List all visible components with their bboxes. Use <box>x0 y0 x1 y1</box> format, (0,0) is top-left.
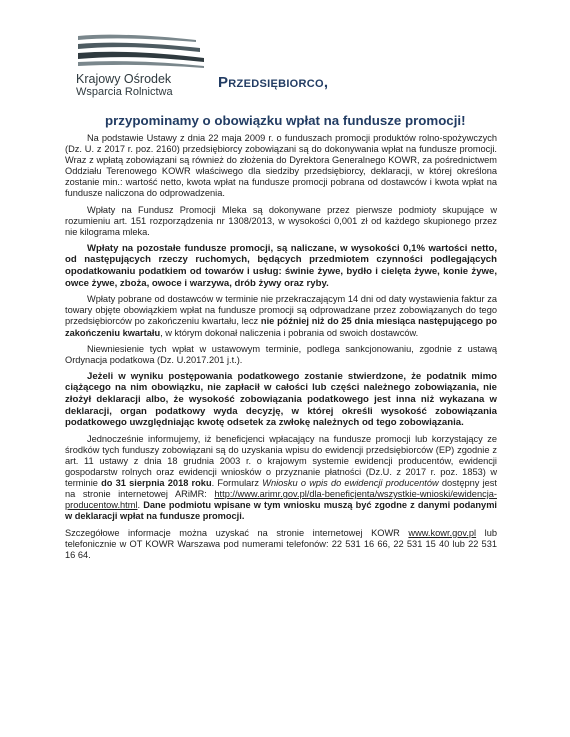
deadline-text-c: , w którym dokonał naliczenia i pobrania od swoich dostawców. <box>160 327 419 338</box>
registration-text-c: . Formularz <box>211 478 263 489</box>
registration-text-a: Jednocześnie informujemy, iż beneficjenci wpłacający na fundusze promocji lub korzystający ze środków tych funduszy zobowiązani są do uzyskania wpisu do ewidencji przedsiębiorców (EP) zgodnie z art. 11 ustawy z dnia 18 grudnia 2003 r. o krajowym systemie ewidencji producentów, ewidencji gospodarstw rolnych oraz ewidencji wniosków o przyznanie płatności (Dz.U. z 2017 r. poz. 1853) w terminie <box>65 433 497 489</box>
registration-form-name: Wniosku o wpis do ewidencji producentów <box>262 478 439 489</box>
registration-note: Dane podmiotu wpisane w tym wniosku muszą być zgodne z danymi podanymi w deklaracji wpłat na fundusze promocji. <box>65 500 497 522</box>
registration-text-f: . <box>137 500 144 511</box>
deadline-text-a: Wpłaty pobrane od dostawców w terminie nie przekraczającym 14 dni od daty wystawienia faktur za towary objęte obowiązkiem wpłat na fundusze promocji są odprowadzane przez zobowiązanych do tego przedsiębiorców po zakończeniu kwartału, lecz <box>65 294 497 327</box>
arimr-link[interactable]: http://www.arimr.gov.pl/dla-beneficjenta/wszystkie-wnioski/ewidencja-producentow.html <box>65 489 497 511</box>
kowr-logo-mark <box>76 34 206 70</box>
kowr-logo <box>76 34 206 98</box>
paragraph-payment-deadline <box>65 294 497 338</box>
document-body <box>65 133 497 566</box>
contact-text-a: Szczegółowe informacje można uzyskać na stronie internetowej KOWR <box>65 527 409 538</box>
paragraph-sanctions: Niewniesienie tych wpłat w ustawowym terminie, podlega sankcjonowaniu, zgodnie z ustawą Ordynacja podatkowa (Dz. U.2017.201 j.t.). <box>65 343 497 365</box>
registration-text-e: dostępny jest na stronie internetowej ARiMR: <box>65 478 497 500</box>
paragraph-milk-fund: Wpłaty na Fundusz Promocji Mleka są dokonywane przez pierwsze podmioty skupujące w rozumieniu art. 151 rozporządzenia nr 1308/2013, w wysokości 0,001 zł od każdego skupionego przez nie kilograma mleka. <box>65 204 497 237</box>
paragraph-registration <box>65 434 497 523</box>
paragraph-tax-proceedings <box>65 371 497 429</box>
page-subtitle: przypominamy o obowiązku wpłat na fundusze promocji! <box>105 113 466 128</box>
paragraph-other-funds <box>65 243 497 289</box>
contact-text-b: lub telefonicznie w OT KOWR Warszawa pod numerami telefonów: 22 531 16 66, 22 531 15 40 lub 22 531 16 64. <box>65 527 497 560</box>
paragraph-legal-basis: Na podstawie Ustawy z dnia 22 maja 2009 r. o funduszach promocji produktów rolno-spożywczych (Dz. U. z 2017 r. poz. 2160) przedsiębiorcy zobowiązani są do dokonywania wpłat na fundusze promocji. Wraz z wpłatą zobowiązani są również do złożenia do Dyrektora Generalnego KOWR, za pośrednictwem Oddziału Terenowego KOWR właściwego dla siedziby przedsiębiorcy, deklaracji, w której określona zostanie min.: wartość netto, kwota wpłat na fundusze promocji pobrana od dostawców i kwota wpłat na fundusze naliczona do odprowadzenia. <box>65 133 497 199</box>
logo-line-1: Krajowy Ośrodek <box>76 72 172 86</box>
registration-deadline: do 31 sierpnia 2018 roku <box>101 478 212 489</box>
logo-line-2: Wsparcia Rolnictwa <box>76 86 173 98</box>
tax-proceedings-text: Jeżeli w wyniku postępowania podatkowego zostanie stwierdzone, że podatnik mimo ciążącego na nim obowiązku, nie zapłacił w całości lub części należnego zobowiązania, nie złożył deklaracji albo, że wysokość zobowiązania podatkowego jest inna niż wykazana w deklaracji, organ podatkowy wyda decyzję, w której określi wysokość zobowiązania podatkowego uwzględniając kwotę odsetek za zwłokę należnych od tego zobowiązania. <box>65 370 497 429</box>
kowr-link[interactable]: www.kowr.gov.pl <box>408 527 477 538</box>
paragraph-contact <box>65 528 497 561</box>
deadline-text-bold: nie później niż do 25 dnia miesiąca następującego po zakończeniu kwartału <box>65 316 497 338</box>
other-funds-text: Wpłaty na pozostałe fundusze promocji, są naliczane, w wysokości 0,1% wartości netto, od następujących rzeczy ruchomych, będących przedmiotem czynności podlegających opodatkowaniu podatkiem od towarów i usług: świnie żywe, bydło i cielęta żywe, konie żywe, owce żywe, zboża, owoce i warzywa, drób żywy oraz ryby. <box>65 242 497 289</box>
page-title: Przedsiębiorco, <box>218 74 329 91</box>
